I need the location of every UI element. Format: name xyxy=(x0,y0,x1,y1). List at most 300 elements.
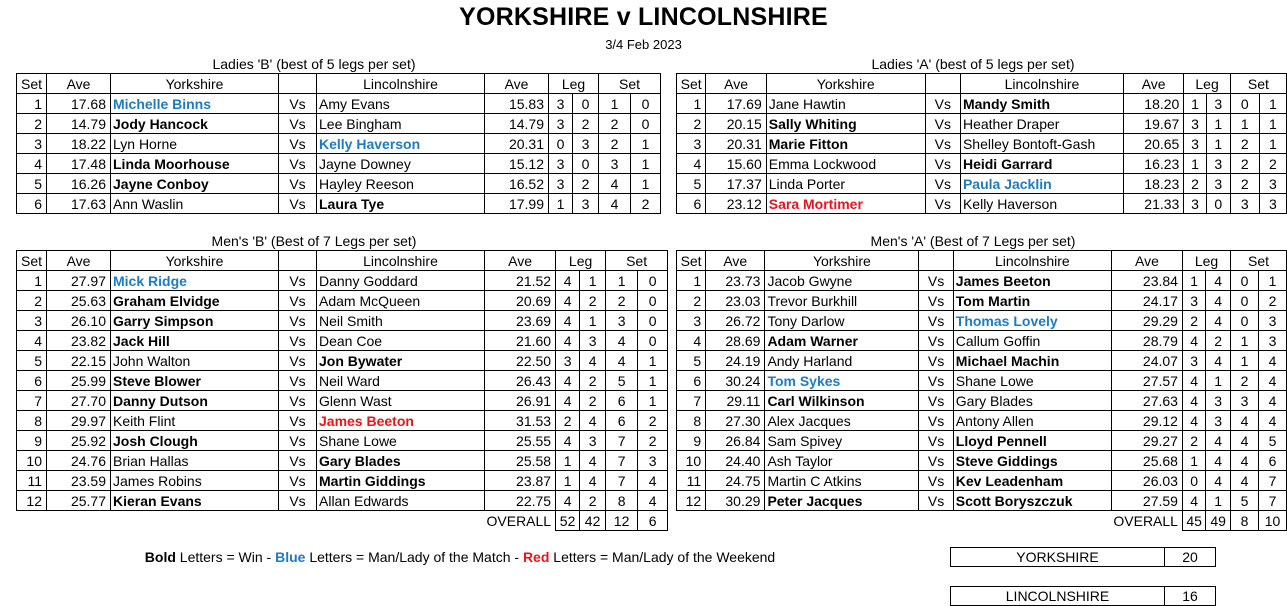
home-average: 24.76 xyxy=(47,451,111,471)
set-number: 12 xyxy=(677,491,706,511)
away-average: 25.68 xyxy=(1111,451,1182,471)
home-legs: 2 xyxy=(1184,174,1206,194)
table-row xyxy=(17,331,668,351)
set-number: 3 xyxy=(677,311,706,331)
away-player: James Beeton xyxy=(317,411,485,431)
set-number: 8 xyxy=(677,411,706,431)
header-row xyxy=(17,74,661,94)
set-number: 11 xyxy=(677,471,706,491)
away-average: 22.75 xyxy=(485,491,556,511)
away-average: 24.07 xyxy=(1111,351,1182,371)
home-sets: 4 xyxy=(1231,431,1259,451)
total-team-score: 20 xyxy=(1165,548,1216,567)
home-sets: 3 xyxy=(606,311,638,331)
home-sets: 4 xyxy=(599,194,631,214)
home-legs: 3 xyxy=(549,114,573,134)
home-average: 27.70 xyxy=(47,391,111,411)
set-number: 3 xyxy=(677,134,706,154)
set-number: 2 xyxy=(677,291,706,311)
vs-label: Vs xyxy=(919,471,953,491)
away-average: 24.17 xyxy=(1111,291,1182,311)
vs-label: Vs xyxy=(925,194,960,214)
away-average: 17.99 xyxy=(485,194,549,214)
away-average: 18.23 xyxy=(1123,174,1183,194)
away-player: Kelly Haverson xyxy=(317,134,485,154)
vs-label: Vs xyxy=(925,154,960,174)
header-leg: Leg xyxy=(1184,74,1230,94)
away-sets: 0 xyxy=(638,291,668,311)
home-player: Kieran Evans xyxy=(111,491,279,511)
away-average: 19.67 xyxy=(1123,114,1183,134)
legend-red-word: Red xyxy=(522,549,550,565)
set-number: 6 xyxy=(17,194,47,214)
away-legs: 2 xyxy=(580,391,606,411)
away-average: 23.87 xyxy=(485,471,556,491)
away-player: Neil Smith xyxy=(317,311,485,331)
table-row xyxy=(677,134,1287,154)
table-row xyxy=(677,431,1287,451)
home-average: 24.19 xyxy=(706,351,765,371)
away-sets: 3 xyxy=(638,451,668,471)
legend-blue-word: Blue xyxy=(275,549,306,565)
home-sets: 2 xyxy=(1230,174,1259,194)
away-sets: 2 xyxy=(1258,291,1286,311)
home-sets: 4 xyxy=(599,174,631,194)
away-legs: 1 xyxy=(1206,491,1231,511)
overall-away-sets: 10 xyxy=(1258,511,1286,531)
vs-label: Vs xyxy=(279,371,317,391)
overall-label: OVERALL xyxy=(1113,512,1178,529)
overall-home-sets: 12 xyxy=(606,511,638,531)
overall-away-legs: 49 xyxy=(1206,511,1231,531)
away-player: Scott Boryszczuk xyxy=(953,491,1111,511)
header-row xyxy=(17,251,668,271)
home-player: Ash Taylor xyxy=(765,451,919,471)
away-legs: 2 xyxy=(580,371,606,391)
set-number: 3 xyxy=(17,134,47,154)
set-number: 5 xyxy=(17,351,47,371)
home-legs: 4 xyxy=(1182,331,1205,351)
home-sets: 1 xyxy=(599,94,631,114)
away-legs: 3 xyxy=(1206,174,1230,194)
home-player: Marie Fitton xyxy=(766,134,925,154)
home-sets: 4 xyxy=(1231,411,1259,431)
home-sets: 3 xyxy=(1231,391,1259,411)
header-row xyxy=(677,251,1287,271)
home-player: Peter Jacques xyxy=(765,491,919,511)
away-sets: 3 xyxy=(1258,331,1286,351)
home-player: Ann Waslin xyxy=(111,194,279,214)
set-number: 4 xyxy=(677,331,706,351)
home-sets: 8 xyxy=(606,491,638,511)
away-average: 26.43 xyxy=(485,371,556,391)
set-number: 2 xyxy=(17,114,47,134)
home-legs: 2 xyxy=(1182,311,1205,331)
home-sets: 4 xyxy=(1231,451,1259,471)
home-player: Sam Spivey xyxy=(765,431,919,451)
away-sets: 3 xyxy=(1259,194,1286,214)
vs-label: Vs xyxy=(279,174,317,194)
away-average: 29.27 xyxy=(1111,431,1182,451)
away-legs: 3 xyxy=(573,134,599,154)
vs-label: Vs xyxy=(279,471,317,491)
home-player: Danny Dutson xyxy=(111,391,279,411)
header-vs-blank xyxy=(279,251,317,271)
table-row xyxy=(677,194,1287,214)
away-legs: 4 xyxy=(580,411,606,431)
away-player: Neil Ward xyxy=(317,371,485,391)
header-ave: Ave xyxy=(706,74,766,94)
home-average: 25.92 xyxy=(47,431,111,451)
away-player: Shane Lowe xyxy=(953,371,1111,391)
away-player: Kelly Haverson xyxy=(960,194,1123,214)
header-ave: Ave xyxy=(47,251,111,271)
vs-label: Vs xyxy=(279,271,317,291)
home-legs: 1 xyxy=(1182,271,1205,291)
overall-away-sets: 6 xyxy=(638,511,668,531)
home-average: 17.37 xyxy=(706,174,766,194)
vs-label: Vs xyxy=(279,331,317,351)
header-set: Set xyxy=(17,74,47,94)
legend-red-text: Letters = Man/Lady of the Weekend xyxy=(549,549,776,565)
results-table-mens-a xyxy=(676,250,1287,531)
legend xyxy=(0,549,920,565)
home-sets: 3 xyxy=(599,154,631,174)
home-sets: 0 xyxy=(1231,291,1259,311)
home-legs: 0 xyxy=(1182,471,1205,491)
section-caption-mens-b: Men's 'B' (Best of 7 Legs per set) xyxy=(211,233,417,249)
results-table-ladies-b xyxy=(16,73,661,214)
home-average: 26.72 xyxy=(706,311,765,331)
vs-label: Vs xyxy=(919,431,953,451)
vs-label: Vs xyxy=(919,491,953,511)
away-average: 15.12 xyxy=(485,154,549,174)
vs-label: Vs xyxy=(919,391,953,411)
away-player: Heather Draper xyxy=(960,114,1123,134)
table-row xyxy=(677,331,1287,351)
set-number: 2 xyxy=(677,114,706,134)
table-row xyxy=(677,471,1287,491)
away-sets: 4 xyxy=(1258,371,1286,391)
table-row xyxy=(17,194,661,214)
home-sets: 0 xyxy=(1230,94,1259,114)
home-average: 17.48 xyxy=(47,154,111,174)
legend-blue-text: Letters = Man/Lady of the Match - xyxy=(305,549,523,565)
home-player: Emma Lockwood xyxy=(766,154,925,174)
away-player: Hayley Reeson xyxy=(317,174,485,194)
away-sets: 3 xyxy=(1259,174,1286,194)
home-player: Jacob Gwyne xyxy=(765,271,919,291)
away-sets: 1 xyxy=(1259,114,1286,134)
vs-label: Vs xyxy=(919,451,953,471)
set-number: 6 xyxy=(677,194,706,214)
vs-label: Vs xyxy=(919,371,953,391)
away-average: 29.12 xyxy=(1111,411,1182,431)
away-sets: 4 xyxy=(1258,351,1286,371)
overall-spacer xyxy=(17,511,485,531)
away-player: Martin Giddings xyxy=(317,471,485,491)
set-number: 1 xyxy=(17,271,47,291)
home-average: 22.15 xyxy=(47,351,111,371)
away-average: 31.53 xyxy=(485,411,556,431)
away-average: 28.79 xyxy=(1111,331,1182,351)
away-average: 27.59 xyxy=(1111,491,1182,511)
home-sets: 2 xyxy=(599,114,631,134)
vs-label: Vs xyxy=(279,194,317,214)
home-average: 20.15 xyxy=(706,114,766,134)
header-vs-blank xyxy=(279,74,317,94)
home-player: Sara Mortimer xyxy=(766,194,925,214)
set-number: 2 xyxy=(17,291,47,311)
home-player: Sally Whiting xyxy=(766,114,925,134)
away-average: 20.69 xyxy=(485,291,556,311)
away-player: Antony Allen xyxy=(953,411,1111,431)
away-average: 21.60 xyxy=(485,331,556,351)
header-set: Set xyxy=(677,74,706,94)
header-vs-blank xyxy=(925,74,960,94)
header-home-team: Yorkshire xyxy=(111,251,279,271)
set-number: 7 xyxy=(17,391,47,411)
away-player: Kev Leadenham xyxy=(953,471,1111,491)
home-player: Martin C Atkins xyxy=(765,471,919,491)
set-number: 9 xyxy=(17,431,47,451)
home-sets: 2 xyxy=(599,134,631,154)
away-average: 25.58 xyxy=(485,451,556,471)
header-leg: Leg xyxy=(556,251,606,271)
home-legs: 3 xyxy=(549,174,573,194)
away-sets: 4 xyxy=(1258,411,1286,431)
legend-bold-word: Bold xyxy=(144,549,176,565)
home-legs: 4 xyxy=(556,271,580,291)
home-player: Graham Elvidge xyxy=(111,291,279,311)
vs-label: Vs xyxy=(279,154,317,174)
set-number: 5 xyxy=(677,351,706,371)
away-legs: 1 xyxy=(580,311,606,331)
away-player: Glenn Wast xyxy=(317,391,485,411)
away-sets: 4 xyxy=(638,471,668,491)
home-sets: 4 xyxy=(1231,471,1259,491)
home-sets: 0 xyxy=(1231,311,1259,331)
table-row xyxy=(677,291,1287,311)
overall-spacer xyxy=(677,511,1112,531)
away-player: Callum Goffin xyxy=(953,331,1111,351)
away-player: Jon Bywater xyxy=(317,351,485,371)
away-legs: 4 xyxy=(1206,471,1231,491)
away-sets: 1 xyxy=(1258,271,1286,291)
table-row xyxy=(17,271,668,291)
home-player: John Walton xyxy=(111,351,279,371)
page-title: YORKSHIRE v LINCOLNSHIRE xyxy=(459,3,828,31)
away-legs: 0 xyxy=(573,154,599,174)
home-legs: 4 xyxy=(1182,371,1205,391)
home-legs: 3 xyxy=(1182,351,1205,371)
away-average: 16.52 xyxy=(485,174,549,194)
away-legs: 2 xyxy=(580,491,606,511)
header-set-score: Set xyxy=(1231,251,1287,271)
header-ave: Ave xyxy=(47,74,111,94)
away-average: 27.57 xyxy=(1111,371,1182,391)
home-legs: 3 xyxy=(1182,291,1205,311)
home-average: 25.63 xyxy=(47,291,111,311)
vs-label: Vs xyxy=(919,291,953,311)
home-average: 30.24 xyxy=(706,371,765,391)
away-player: Lee Bingham xyxy=(317,114,485,134)
home-player: Keith Flint xyxy=(111,411,279,431)
overall-home-sets: 8 xyxy=(1231,511,1259,531)
table-row xyxy=(17,94,661,114)
header-home-team: Yorkshire xyxy=(766,74,925,94)
away-legs: 2 xyxy=(580,291,606,311)
overall-away-legs: 42 xyxy=(580,511,606,531)
away-sets: 1 xyxy=(1259,94,1286,114)
home-legs: 0 xyxy=(549,134,573,154)
set-number: 10 xyxy=(677,451,706,471)
home-player: Andy Harland xyxy=(765,351,919,371)
away-sets: 4 xyxy=(1258,391,1286,411)
away-legs: 3 xyxy=(1206,391,1231,411)
vs-label: Vs xyxy=(279,94,317,114)
vs-label: Vs xyxy=(919,271,953,291)
header-set: Set xyxy=(677,251,706,271)
header-home-team: Yorkshire xyxy=(765,251,919,271)
away-player: Paula Jacklin xyxy=(960,174,1123,194)
away-average: 25.55 xyxy=(485,431,556,451)
table-row xyxy=(17,134,661,154)
away-sets: 1 xyxy=(638,371,668,391)
table-row xyxy=(677,391,1287,411)
home-average: 17.63 xyxy=(47,194,111,214)
away-player: Gary Blades xyxy=(953,391,1111,411)
away-sets: 4 xyxy=(638,491,668,511)
home-average: 23.12 xyxy=(706,194,766,214)
home-average: 17.69 xyxy=(706,94,766,114)
home-legs: 2 xyxy=(1182,431,1205,451)
home-player: Josh Clough xyxy=(111,431,279,451)
set-number: 7 xyxy=(677,391,706,411)
table-row xyxy=(17,311,668,331)
away-sets: 1 xyxy=(1259,134,1286,154)
home-legs: 4 xyxy=(556,371,580,391)
away-average: 21.52 xyxy=(485,271,556,291)
header-away-team: Lincolnshire xyxy=(960,74,1123,94)
away-average: 26.91 xyxy=(485,391,556,411)
header-row xyxy=(677,74,1287,94)
vs-label: Vs xyxy=(925,114,960,134)
home-legs: 3 xyxy=(1184,134,1206,154)
away-legs: 2 xyxy=(573,174,599,194)
set-number: 1 xyxy=(17,94,47,114)
away-legs: 4 xyxy=(580,471,606,491)
home-average: 29.11 xyxy=(706,391,765,411)
table-row xyxy=(17,491,668,511)
away-average: 23.69 xyxy=(485,311,556,331)
vs-label: Vs xyxy=(279,391,317,411)
home-legs: 4 xyxy=(556,291,580,311)
away-player: Tom Martin xyxy=(953,291,1111,311)
set-number: 11 xyxy=(17,471,47,491)
away-average: 26.03 xyxy=(1111,471,1182,491)
away-sets: 0 xyxy=(638,331,668,351)
legend-bold-text: Letters = Win - xyxy=(175,549,276,565)
away-average: 18.20 xyxy=(1123,94,1183,114)
header-leg: Leg xyxy=(1182,251,1230,271)
away-average: 16.23 xyxy=(1123,154,1183,174)
away-sets: 1 xyxy=(631,174,661,194)
away-sets: 7 xyxy=(1258,471,1286,491)
home-sets: 5 xyxy=(1231,491,1259,511)
away-legs: 4 xyxy=(580,451,606,471)
results-table-mens-b xyxy=(16,250,668,531)
vs-label: Vs xyxy=(279,451,317,471)
set-number: 12 xyxy=(17,491,47,511)
home-player: Jayne Conboy xyxy=(111,174,279,194)
home-sets: 2 xyxy=(606,291,638,311)
vs-label: Vs xyxy=(925,134,960,154)
home-sets: 2 xyxy=(1230,154,1259,174)
away-legs: 4 xyxy=(580,351,606,371)
home-sets: 1 xyxy=(1231,331,1259,351)
vs-label: Vs xyxy=(919,311,953,331)
away-player: Dean Coe xyxy=(317,331,485,351)
home-average: 27.97 xyxy=(47,271,111,291)
home-player: Mick Ridge xyxy=(111,271,279,291)
home-player: Michelle Binns xyxy=(111,94,279,114)
away-player: Heidi Garrard xyxy=(960,154,1123,174)
away-average: 22.50 xyxy=(485,351,556,371)
away-average: 14.79 xyxy=(485,114,549,134)
set-number: 3 xyxy=(17,311,47,331)
table-row xyxy=(17,114,661,134)
home-legs: 1 xyxy=(1184,154,1206,174)
home-player: Trevor Burkhill xyxy=(765,291,919,311)
away-sets: 0 xyxy=(638,271,668,291)
home-player: Brian Hallas xyxy=(111,451,279,471)
away-sets: 5 xyxy=(1258,431,1286,451)
section-caption-mens-a: Men's 'A' (Best of 7 Legs per set) xyxy=(870,233,1076,249)
home-sets: 3 xyxy=(1230,194,1259,214)
table-row xyxy=(17,451,668,471)
home-average: 23.73 xyxy=(706,271,765,291)
table-row xyxy=(17,291,668,311)
home-legs: 3 xyxy=(549,94,573,114)
vs-label: Vs xyxy=(279,431,317,451)
away-legs: 3 xyxy=(1206,154,1230,174)
away-legs: 1 xyxy=(1206,114,1230,134)
vs-label: Vs xyxy=(279,351,317,371)
away-legs: 0 xyxy=(573,94,599,114)
away-player: Jayne Downey xyxy=(317,154,485,174)
home-average: 29.97 xyxy=(47,411,111,431)
away-legs: 2 xyxy=(1206,331,1231,351)
home-legs: 1 xyxy=(1184,94,1206,114)
home-sets: 1 xyxy=(606,271,638,291)
home-sets: 5 xyxy=(606,371,638,391)
home-sets: 6 xyxy=(606,411,638,431)
away-legs: 2 xyxy=(573,114,599,134)
away-sets: 1 xyxy=(638,391,668,411)
home-legs: 4 xyxy=(556,491,580,511)
away-legs: 3 xyxy=(1206,94,1230,114)
away-sets: 1 xyxy=(638,351,668,371)
away-sets: 3 xyxy=(1258,311,1286,331)
home-sets: 1 xyxy=(1230,114,1259,134)
away-sets: 2 xyxy=(638,411,668,431)
home-average: 24.75 xyxy=(706,471,765,491)
set-number: 4 xyxy=(677,154,706,174)
away-sets: 1 xyxy=(631,154,661,174)
header-set-score: Set xyxy=(599,74,661,94)
table-row xyxy=(17,154,661,174)
